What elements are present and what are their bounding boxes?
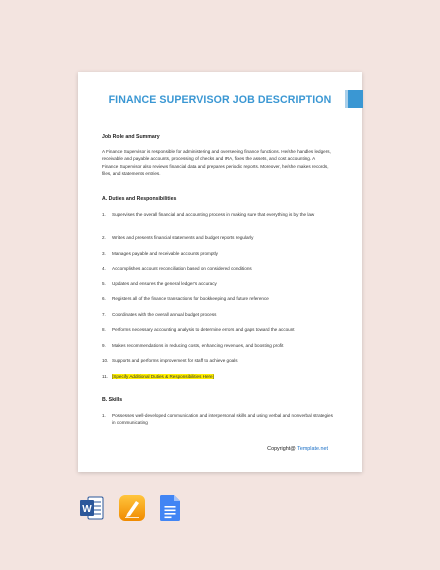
duty-number: 8. <box>102 327 106 332</box>
duty-number: 7. <box>102 312 106 317</box>
duty-item <box>102 211 334 218</box>
duty-text: Manages payable and receivable accounts promptly <box>112 251 218 256</box>
duty-item <box>102 357 334 364</box>
duty-placeholder-highlight: [Specify Additional Duties & Responsibilities Here] <box>112 374 214 379</box>
word-icon[interactable] <box>80 495 104 526</box>
document-page <box>78 72 362 472</box>
duty-item <box>102 295 334 302</box>
duty-text: Registers all of the finance transactions for bookkeeping and future reference <box>112 296 269 301</box>
duty-number: 6. <box>102 296 106 301</box>
duty-text: Coordinates with the overall annual budget process <box>112 312 217 317</box>
duty-number: 10. <box>102 358 109 363</box>
duty-number: 11. <box>102 374 109 379</box>
summary-paragraph: A Finance Supervisor is responsible for administering and overseeing finance functions. He/she handles ledgers, receivable and payable accounts, processing of checks and IRA, fixes the assets, and cost accounting. A Finance Supervisor also reviews financial data and prepares periodic reports. Moreover, he/she makes records, files, and statements entries. <box>102 149 331 177</box>
duty-item <box>102 373 334 380</box>
duty-item <box>102 234 334 241</box>
copyright-line <box>267 446 328 452</box>
duty-item <box>102 311 334 318</box>
skill-text: Possesses well-developed communication and interpersonal skills and using verbal and nonverbal strategies in communicating <box>112 413 333 426</box>
role-heading: Job Role and Summary <box>102 134 160 140</box>
copyright-label: Copyright@ <box>267 446 296 452</box>
document-title: FINANCE SUPERVISOR JOB DESCRIPTION <box>108 94 332 106</box>
duty-text: Supervises the overall financial and accounting process in making sure that everything is by the law <box>112 212 315 217</box>
duty-number: 5. <box>102 281 106 286</box>
duty-text: Updates and ensures the general ledger's accuracy <box>112 281 217 286</box>
duty-number: 1. <box>102 212 106 217</box>
duty-item <box>102 265 334 272</box>
corner-accent-stripe <box>345 90 348 108</box>
duty-text: Supports and performs improvement for staff to achieve goals <box>112 358 238 363</box>
duties-heading: A. Duties and Responsibilities <box>102 196 177 202</box>
duty-number: 2. <box>102 235 106 240</box>
duty-number: 3. <box>102 251 106 256</box>
duty-item <box>102 280 334 287</box>
duty-item <box>102 326 334 333</box>
duty-text: Performs necessary accounting analysis to determine errors and gaps toward the account <box>112 327 295 332</box>
skill-number: 1. <box>102 413 106 418</box>
duty-number: 9. <box>102 343 106 348</box>
pages-icon[interactable] <box>119 495 145 526</box>
svg-text:W: W <box>82 504 92 515</box>
google-docs-icon[interactable] <box>160 495 180 526</box>
duty-number: 4. <box>102 266 106 271</box>
duty-text: Accomplishes account reconciliation based on considered conditions <box>112 266 252 271</box>
skills-heading: B. Skills <box>102 397 123 403</box>
duty-text: Writes and presents financial statements and budget reports regularly <box>112 235 254 240</box>
duty-item <box>102 250 334 257</box>
duty-text: Makes recommendations in reducing costs, enhancing revenues, and boosting profit <box>112 343 284 348</box>
duty-item <box>102 342 334 349</box>
skill-item <box>102 412 334 426</box>
copyright-link[interactable]: Template.net <box>297 446 328 452</box>
